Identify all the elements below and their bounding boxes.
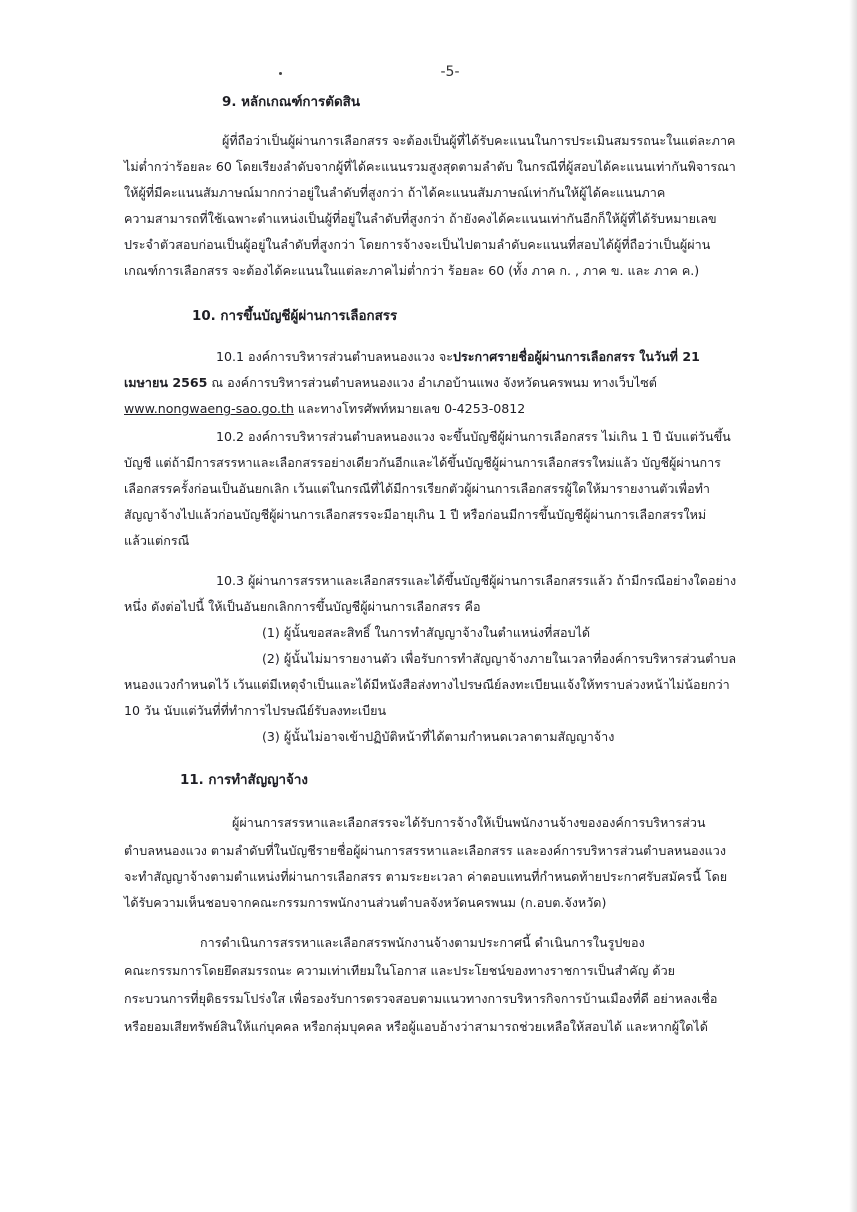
section-9-line: ไม่ต่ำกว่าร้อยละ 60 โดยเรียงลำดับจากผู้ที่ได้คะแนนรวมสูงสุดตามลำดับ ในกรณีที่ผู้สอบได้คะแนนเท่ากันพิจารณา	[124, 159, 736, 174]
section-11-line: การดำเนินการสรรหาและเลือกสรรพนักงานจ้างตามประกาศนี้ ดำเนินการในรูปของ	[200, 935, 645, 950]
scan-edge-shadow	[849, 0, 857, 1212]
section-10-3-line: หนึ่ง ดังต่อไปนี้ ให้เป็นอันยกเลิกการขึ้นบัญชีผู้ผ่านการเลือกสรร คือ	[124, 599, 481, 614]
section-11-line: ผู้ผ่านการสรรหาและเลือกสรรจะได้รับการจ้างให้เป็นพนักงานจ้างขององค์การบริหารส่วน	[232, 815, 706, 830]
section-10-3-item: (2) ผู้นั้นไม่มารายงานตัว เพื่อรับการทำสัญญาจ้างภายในเวลาที่องค์การบริหารส่วนตำบล	[262, 651, 737, 666]
section-10-1-text: ณ องค์การบริหารส่วนตำบลหนองแวง อำเภอบ้านแพง จังหวัดนครพนม ทางเว็บไซต์	[207, 375, 657, 390]
section-10-3-item: (1) ผู้นั้นขอสละสิทธิ์ ในการทำสัญญาจ้างในตำแหน่งที่สอบได้	[262, 625, 591, 640]
phone-text: และทางโทรศัพท์หมายเลข 0-4253-0812	[293, 401, 526, 416]
announcement-date-text: เมษายน 2565	[124, 375, 208, 390]
section-9-line: ผู้ที่ถือว่าเป็นผู้ผ่านการเลือกสรร จะต้องเป็นผู้ที่ได้รับคะแนนในการประเมินสมรรถนะในแต่ละภาค	[222, 133, 736, 148]
website-link[interactable]: www.nongwaeng-sao.go.th	[124, 401, 294, 416]
section-10-2-line: บัญชี แต่ถ้ามีการสรรหาและเลือกสรรอย่างเดียวกันอีกและได้ขึ้นบัญชีผู้ผ่านการเลือกสรรใหม่แล้ว บัญชีผู้ผ่านการ	[124, 455, 721, 470]
section-10-heading: 10. การขึ้นบัญชีผู้ผ่านการเลือกสรร	[192, 309, 398, 324]
section-11-line: คณะกรรมการโดยยึดสมรรถนะ ความเท่าเทียมในโอกาส และประโยชน์ของทางราชการเป็นสำคัญ ด้วย	[124, 963, 676, 978]
section-10-3-line: หนองแวงกำหนดไว้ เว้นแต่มีเหตุจำเป็นและได้มีหนังสือส่งทางไปรษณีย์ลงทะเบียนแจ้งให้ทราบล่วงหน้าไม่น้อยกว่า	[124, 677, 730, 692]
section-11-line: จะทำสัญญาจ้างตามตำแหน่งที่ผ่านการเลือกสรร ตามระยะเวลา ค่าตอบแทนที่กำหนดท้ายประกาศรับสมัครนี้ โดย	[124, 869, 728, 884]
section-10-2-line: เลือกสรรครั้งก่อนเป็นอันยกเลิก เว้นแต่ในกรณีที่ได้มีการเรียกตัวผู้ผ่านการเลือกสรรผู้ใดให้มารายงานตัวเพื่อทำ	[124, 481, 711, 496]
section-11-line: ตำบลหนองแวง ตามลำดับที่ในบัญชีรายชื่อผู้ผ่านการสรรหาและเลือกสรร และองค์การบริหารส่วนตำบลหนองแวง	[124, 843, 726, 858]
section-10-1-line	[216, 348, 700, 366]
section-9-line: ให้ผู้ที่มีคะแนนสัมภาษณ์มากกว่าอยู่ในลำดับที่สูงกว่า ถ้าได้คะแนนสัมภาษณ์เท่ากันให้ผู้ได้คะแนนภาค	[124, 185, 666, 200]
section-11-line: หรือยอมเสียทรัพย์สินให้แก่บุคคล หรือกลุ่มบุคคล หรือผู้แอบอ้างว่าสามารถช่วยเหลือให้สอบได้ และหากผู้ใดได้	[124, 1019, 708, 1034]
section-10-2-line: สัญญาจ้างไปแล้วก่อนบัญชีผู้ผ่านการเลือกสรรจะมีอายุเกิน 1 ปี หรือก่อนมีการขึ้นบัญชีผู้ผ่านการเลือกสรรใหม่	[124, 507, 707, 522]
scan-speck	[279, 72, 282, 75]
section-11-heading: 11. การทำสัญญาจ้าง	[180, 773, 308, 788]
section-10-1-line	[124, 374, 657, 392]
section-10-2-line: แล้วแต่กรณี	[124, 533, 190, 548]
section-11-line: ได้รับความเห็นชอบจากคณะกรรมการพนักงานส่วนตำบลจังหวัดนครพนม (ก.อบต.จังหวัด)	[124, 895, 607, 910]
section-10-2-line: 10.2 องค์การบริหารส่วนตำบลหนองแวง จะขึ้นบัญชีผู้ผ่านการเลือกสรร ไม่เกิน 1 ปี นับแต่วันขึ้น	[216, 429, 731, 444]
page-number: -5-	[440, 64, 460, 80]
section-11-line: กระบวนการที่ยุติธรรมโปร่งใส เพื่อรองรับการตรวจสอบตามแนวทางการบริหารกิจการบ้านเมืองที่ดี อย่าหลงเชื่อ	[124, 991, 718, 1006]
section-10-3-line: 10.3 ผู้ผ่านการสรรหาและเลือกสรรและได้ขึ้นบัญชีผู้ผ่านการเลือกสรรแล้ว ถ้ามีกรณีอย่างใดอย่าง	[216, 573, 737, 588]
section-10-1-text: 10.1 องค์การบริหารส่วนตำบลหนองแวง จะ	[216, 349, 453, 364]
section-10-3-item: (3) ผู้นั้นไม่อาจเข้าปฏิบัติหน้าที่ได้ตามกำหนดเวลาตามสัญญาจ้าง	[262, 729, 615, 744]
section-9-line: ความสามารถที่ใช้เฉพาะตำแหน่งเป็นผู้ที่อยู่ในลำดับที่สูงกว่า ถ้ายังคงได้คะแนนเท่ากันอีกก็ให้ผู้ที่ได้รับหมายเลข	[124, 211, 717, 226]
section-9-line: เกณฑ์การเลือกสรร จะต้องได้คะแนนในแต่ละภาคไม่ต่ำกว่า ร้อยละ 60 (ทั้ง ภาค ก. , ภาค ข. และ ภาค ค.)	[124, 263, 700, 278]
section-10-1-line	[124, 400, 525, 418]
section-9-line: ประจำตัวสอบก่อนเป็นผู้อยู่ในลำดับที่สูงกว่า โดยการจ้างจะเป็นไปตามลำดับคะแนนที่สอบได้ผู้ที่ถือว่าเป็นผู้ผ่าน	[124, 237, 711, 252]
section-10-3-line: 10 วัน นับแต่วันที่ที่ทำการไปรษณีย์รับลงทะเบียน	[124, 703, 387, 718]
section-9-heading: 9. หลักเกณฑ์การตัดสิน	[222, 95, 360, 110]
announcement-date-text: ประกาศรายชื่อผู้ผ่านการเลือกสรร ในวันที่ 21	[452, 349, 700, 364]
